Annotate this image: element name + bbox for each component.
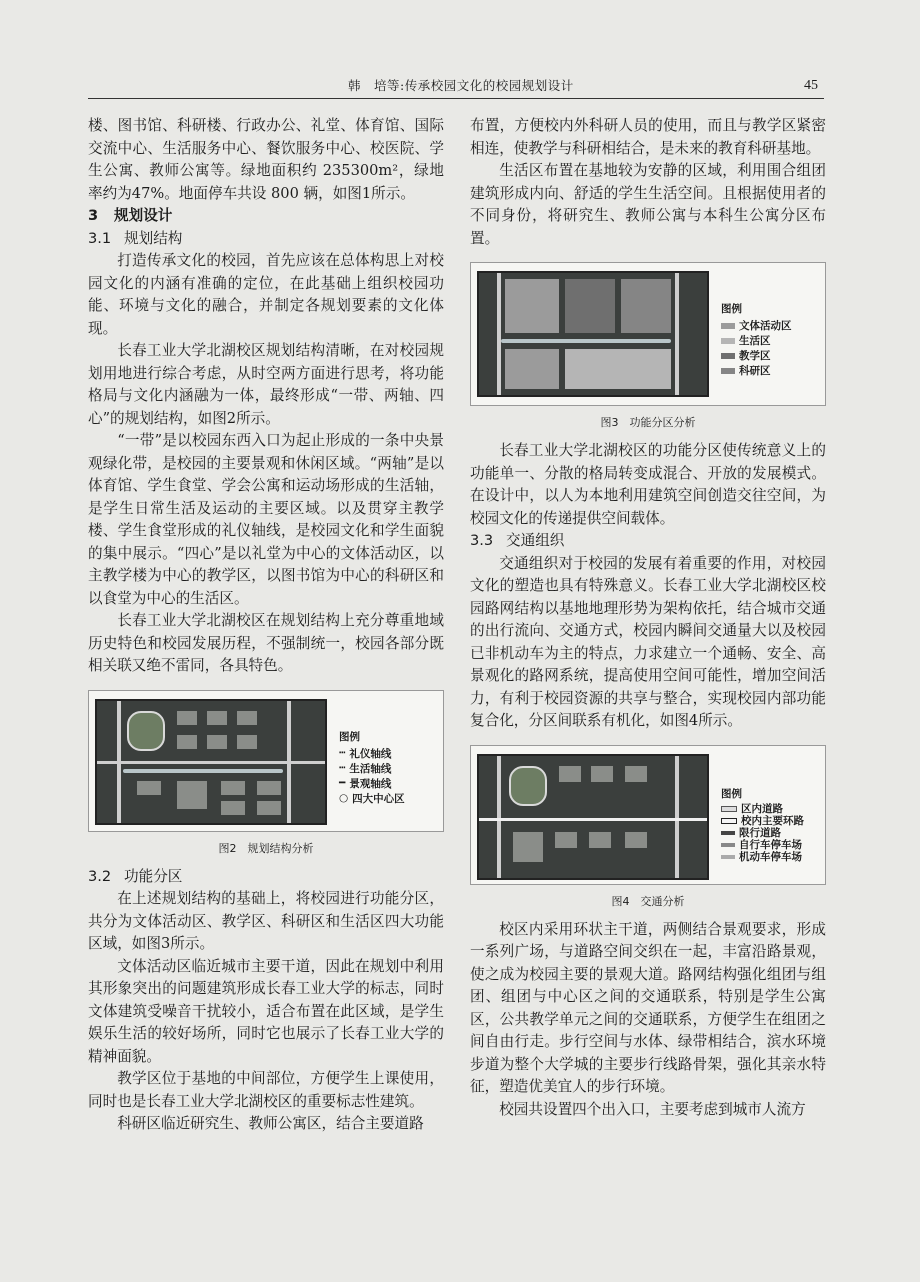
legend-item: 校内主要环路 xyxy=(721,815,804,827)
figure-4-caption: 图4 交通分析 xyxy=(611,894,685,908)
zone-teaching xyxy=(565,279,615,333)
figure-2-legend xyxy=(339,729,405,806)
paragraph: 长春工业大学北湖校区在规划结构上充分尊重地域历史特色和校园发展历程，不强制统一，校园各部分既相关联又绝不雷同，各具特色。 xyxy=(88,612,444,674)
zone-culture xyxy=(505,279,559,333)
legend-item: ○ 四大中心区 xyxy=(339,792,405,805)
legend-item: 机动车停车场 xyxy=(721,851,804,863)
legend-item: 生活区 xyxy=(721,333,792,348)
legend-item: 自行车停车场 xyxy=(721,839,804,851)
figure-2-image xyxy=(88,690,444,832)
campus-plan-map xyxy=(95,699,327,825)
legend-title: 图例 xyxy=(721,303,742,315)
section-number: 3.3 xyxy=(470,532,494,549)
paragraph: 交通组织对于校园的发展有着重要的作用，对校园文化的塑造也具有特殊意义。长春工业大学北湖校区校园路网结构以基地地理形势为架构依托，结合城市交通的出行流向、交通方式，校园内瞬间交通量大以及校园已非机动车为主的特点，力求建立一个通畅、安全、高景观化的路网系统，提高使用空间可能性，增加空间活力，有利于校园资源的共享与整合，实现校园内部功能复合化，分区间联系有机化，如图4所示。 xyxy=(470,554,826,729)
campus-zone-map xyxy=(477,271,709,397)
zone-research xyxy=(621,279,671,333)
section-title: 规划结构 xyxy=(124,229,183,247)
section-title: 交通组织 xyxy=(506,532,565,549)
swatch-icon xyxy=(721,353,735,359)
figure-3-caption: 图3 功能分区分析 xyxy=(600,416,696,429)
circle-icon: ○ xyxy=(339,792,349,804)
section-title: 规划设计 xyxy=(114,207,173,224)
page-number: 45 xyxy=(804,78,818,93)
figure-3-legend xyxy=(721,301,792,378)
paragraph: 文体活动区临近城市主要干道，因此在规划中利用其形象突出的问题建筑形成长春工业大学的标志，同时文体建筑受噪音干扰较小，适合布置在此区域，是学生娱乐生活的较好场所，同时它也展示了长春工业大学的精神面貌。 xyxy=(88,957,444,1065)
paragraph: 长春工业大学北湖校区规划结构清晰，在对校园规划用地进行综合考虑，从时空两方面进行思考，将功能格局与文化内涵融为一体，最终形成“一带、两轴、四心”的规划结构，如图2所示。 xyxy=(88,342,444,427)
legend-item: ━ 景观轴线 xyxy=(339,777,392,790)
paragraph: 生活区布置在基地较为安静的区域，利用围合组团建筑形成内向、舒适的学生生活空间。且根据使用者的不同身份，将研究生、教师公寓与本科生公寓分区布置。 xyxy=(470,162,826,247)
paragraph-intro: 楼、图书馆、科研楼、行政办公、礼堂、体育馆、国际交流中心、生活服务中心、餐饮服务中心、校医院、学生公寓、教师公寓等。绿地面积约 235300m²，绿地率约为47%。地面停车共设 800 辆，如图1所示。 xyxy=(88,117,444,202)
paragraph: 校区内采用环状主干道，两侧结合景观要求，形成一系列广场，与道路空间交织在一起，丰富沿路景观，使之成为校园主要的景观大道。路网结构强化组团与组团、组团与中心区之间的交通联系，特别是学生公寓区，公共教学单元之间的交通联系，方便学生在组团之间自由行走。步行空间与水体、绿带相结合，滨水环境步道为整个大学城的主要步行线路骨架，强化其亲水特征，塑造优美宜人的步行环境。 xyxy=(470,920,826,1095)
legend-item: 区内道路 xyxy=(721,803,804,815)
section-3-3-heading xyxy=(470,530,826,553)
legend-item: 科研区 xyxy=(721,363,792,378)
section-3-heading xyxy=(88,205,444,228)
section-title: 功能分区 xyxy=(124,867,183,885)
paragraph: 布置，方便校内外科研人员的使用，而且与教学区紧密相连，使教学与科研相结合，是未来的教育科研基地。 xyxy=(470,117,826,157)
legend-item: 文体活动区 xyxy=(721,318,792,333)
legend-item: ┅ 礼仪轴线 xyxy=(339,747,392,760)
dash-line-icon: ┅ xyxy=(339,762,346,774)
section-number: 3.2 xyxy=(88,867,112,885)
swatch-icon xyxy=(721,323,735,329)
section-3-1-heading xyxy=(88,228,444,251)
legend-title: 图例 xyxy=(721,787,742,800)
legend-item: ┅ 生活轴线 xyxy=(339,762,392,775)
running-title: 韩 培等:传承校园文化的校园规划设计 xyxy=(348,78,574,93)
page-header xyxy=(88,74,824,99)
legend-title: 图例 xyxy=(339,730,360,743)
line-icon: ━ xyxy=(339,777,346,789)
figure-3 xyxy=(470,262,826,430)
figure-2-caption: 图2 规划结构分析 xyxy=(218,841,314,855)
section-3-2-heading xyxy=(88,866,444,889)
dash-line-icon: ┅ xyxy=(339,747,346,759)
paragraph: “一带”是以校园东西入口为起止形成的一条中央景观绿化带，是校园的主要景观和休闲区域。“两轴”是以体育馆、学生食堂、学会公寓和运动场形成的生活轴，是学生日常生活及运动的主要区域。以及贯穿主教学楼、学生食堂形成的礼仪轴线，是校园文化和学生面貌的集中展示。“四心”是以礼堂为中心的文体活动区，以主教学楼为中心的教学区，以图书馆为中心的科研区和以食堂为中心的生活区。 xyxy=(88,432,444,607)
paragraph: 在上述规划结构的基础上，将校园进行功能分区，共分为文体活动区、教学区、科研区和生活区四大功能区域，如图3所示。 xyxy=(88,890,444,952)
figure-4-legend xyxy=(721,786,804,863)
section-number: 3 xyxy=(88,207,99,224)
figure-4 xyxy=(470,745,826,909)
swatch-icon xyxy=(721,338,735,344)
left-column xyxy=(88,115,444,1136)
figure-2 xyxy=(88,690,444,856)
zone-living xyxy=(565,349,671,389)
swatch-icon xyxy=(721,831,735,835)
swatch-icon xyxy=(721,818,737,824)
paragraph: 打造传承文化的校园，首先应该在总体构思上对校园文化的内涵有准确的定位，在此基础上组织校园功能、环境与文化的融合，并制定各规划要素的文化体现。 xyxy=(88,252,444,337)
section-number: 3.1 xyxy=(88,229,112,247)
legend-item: 限行道路 xyxy=(721,827,804,839)
swatch-icon xyxy=(721,855,735,859)
figure-4-image xyxy=(470,745,826,885)
paragraph: 教学区位于基地的中间部位，方便学生上课使用，同时也是长春工业大学北湖校区的重要标志性建筑。 xyxy=(88,1070,444,1110)
right-column xyxy=(470,115,826,1121)
swatch-icon xyxy=(721,806,737,812)
legend-item: 教学区 xyxy=(721,348,792,363)
paragraph: 科研区临近研究生、教师公寓区，结合主要道路 xyxy=(117,1115,424,1132)
swatch-icon xyxy=(721,843,735,847)
campus-traffic-map xyxy=(477,754,709,880)
figure-3-image xyxy=(470,262,826,406)
paragraph: 校园共设置四个出入口，主要考虑到城市人流方 xyxy=(499,1100,806,1118)
swatch-icon xyxy=(721,368,735,374)
paragraph: 长春工业大学北湖校区的功能分区使传统意义上的功能单一、分散的格局转变成混合、开放的发展模式。在设计中，以人为本地利用建筑空间创造交往空间，为校园文化的传递提供空间载体。 xyxy=(470,442,826,527)
